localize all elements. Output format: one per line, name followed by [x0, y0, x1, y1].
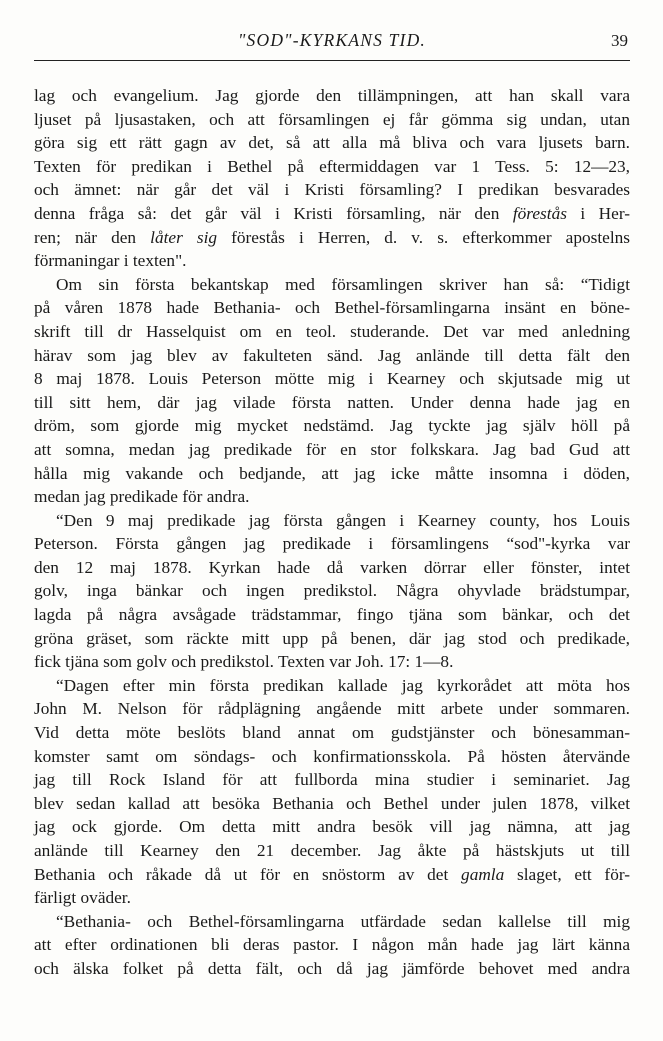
text-line	[34, 815, 630, 839]
text-run: lagda på några avsågade trädstammar, fingo tjäna som bänkar, och det	[34, 605, 630, 625]
text-run: “Den 9 maj predikade jag första gången i Kearney county, hos Louis	[56, 510, 630, 530]
page-number: 39	[611, 31, 628, 50]
text-run: jag till Rock Island för att fullborda mina studier i seminariet. Jag	[34, 770, 630, 790]
text-run: jag ock gjorde. Om detta mitt andra besök vill jag nämna, att jag	[34, 817, 630, 837]
italic-emphasis: gamla	[461, 864, 505, 884]
text-run: färligt oväder.	[34, 888, 131, 908]
text-line	[34, 697, 630, 721]
text-run: härav som jag blev av fakulteten sänd. Jag anlände till detta fält den	[34, 345, 630, 365]
text-run: att somna, medan jag predikade för en stor folkskara. Jag bad Gud att	[34, 439, 630, 459]
text-line	[34, 226, 630, 250]
text-run: 8 maj 1878. Louis Peterson mötte mig i Kearney och skjutsade mig ut	[34, 369, 630, 389]
text-run: Texten för predikan i Bethel på eftermiddagen var 1 Tess. 5: 12—23,	[34, 156, 630, 176]
text-run: John M. Nelson för rådplägning angående mitt arbete under sommaren.	[34, 699, 630, 719]
text-run: att efter ordinationen bli deras pastor. I någon mån hade jag lärt känna	[34, 935, 630, 955]
text-line	[34, 886, 630, 910]
text-line	[34, 933, 630, 957]
text-run: golv, inga bänkar och ingen predikstol. Några ohyvlade brädstumpar,	[34, 581, 630, 601]
text-run: denna fråga så: det går väl i Kristi församling, när den	[34, 203, 513, 223]
text-run: fick tjäna som golv och predikstol. Texten var Joh. 17: 1—8.	[34, 652, 454, 672]
paragraph-first-line	[34, 509, 630, 533]
text-run: Peterson. Första gången jag predikade i församlingens “sod"-kyrka var	[34, 534, 630, 554]
text-line	[34, 839, 630, 863]
text-line	[34, 957, 630, 981]
text-line	[34, 863, 630, 887]
text-line	[34, 579, 630, 603]
text-run: skrift till dr Hasselquist om en teol. studerande. Det var med anledning	[34, 321, 630, 341]
text-run: och ämnet: när går det väl i Kristi församling? I predikan besvarades	[34, 180, 630, 200]
text-line	[34, 721, 630, 745]
header-rule	[34, 60, 630, 61]
text-line	[34, 650, 630, 674]
text-run: hålla mig vakande och bedjande, att jag icke måtte insomna i döden,	[34, 463, 630, 483]
text-run: dröm, som gjorde mig mycket nedstämd. Jag tyckte jag själv höll på	[34, 416, 630, 436]
text-line	[34, 391, 630, 415]
paragraph-first-line	[34, 910, 630, 934]
text-run: lag och evangelium. Jag gjorde den tillämpningen, att han skall vara	[34, 86, 630, 105]
text-line	[34, 249, 630, 273]
text-run: ljuset på ljusastaken, och att församlingen ej får gömma sig undan, utan	[34, 109, 630, 129]
text-line	[34, 462, 630, 486]
text-line	[34, 367, 630, 391]
text-run: “Dagen efter min första predikan kallade jag kyrkorådet att möta hos	[56, 675, 630, 695]
text-run: blev sedan kallad att besöka Bethania och Bethel under julen 1878, vilket	[34, 793, 630, 813]
italic-emphasis: förestås	[512, 203, 567, 223]
text-run: Bethania och råkade då ut för en snöstorm av det	[34, 864, 462, 884]
text-line	[34, 603, 630, 627]
paragraph-first-line	[34, 273, 630, 297]
text-run: “Bethania- och Bethel-församlingarna utfärdade sedan kallelse till mig	[56, 911, 630, 931]
text-line	[34, 296, 630, 320]
text-run: komster samt om söndags- och konfirmationsskola. På hösten återvände	[34, 746, 630, 766]
text-line	[34, 768, 630, 792]
text-line	[34, 178, 630, 202]
text-run: gröna gräset, som räckte mitt upp på benen, där jag stod och predikade,	[34, 628, 630, 648]
text-run: medan jag predikade för andra.	[34, 487, 250, 507]
text-line	[34, 84, 630, 108]
text-line	[34, 556, 630, 580]
text-line	[34, 202, 630, 226]
text-run: och älska folket på detta fält, och då jag jämförde behovet med andra	[34, 958, 630, 978]
text-line	[34, 155, 630, 179]
text-line	[34, 438, 630, 462]
paragraph-first-line	[34, 674, 630, 698]
text-run: slaget, ett för-	[504, 864, 630, 884]
text-run: göra sig ett rätt gagn av det, så att alla må bliva och vara ljusets barn.	[34, 133, 630, 153]
text-line	[34, 320, 630, 344]
text-line	[34, 532, 630, 556]
text-line	[34, 108, 630, 132]
text-run: Om sin första bekantskap med församlingen skriver han så: “Tidigt	[56, 274, 630, 294]
text-run: förmaningar i texten".	[34, 251, 187, 271]
running-title: "SOD"-KYRKANS TID.	[238, 30, 426, 50]
text-line	[34, 745, 630, 769]
text-line	[34, 485, 630, 509]
italic-emphasis: låter sig	[150, 227, 218, 247]
text-line	[34, 344, 630, 368]
text-line	[34, 131, 630, 155]
text-run: anlände till Kearney den 21 december. Jag åkte på hästskjuts ut till	[34, 841, 630, 860]
body-text	[34, 84, 630, 981]
text-run: ren; när den	[34, 227, 151, 247]
text-run: förestås i Herren, d. v. s. efterkommer apostelns	[217, 227, 630, 247]
text-run: Vid detta möte beslöts bland annat om gudstjänster och bönesamman-	[34, 723, 630, 743]
text-line	[34, 414, 630, 438]
text-run: på våren 1878 hade Bethania- och Bethel-församlingarna insänt en böne-	[34, 298, 630, 318]
running-head	[34, 27, 630, 57]
text-line	[34, 792, 630, 816]
text-run: till sitt hem, där jag vilade första natten. Under denna hade jag en	[34, 392, 630, 412]
text-line	[34, 627, 630, 651]
text-run: den 12 maj 1878. Kyrkan hade då varken dörrar eller fönster, intet	[34, 557, 630, 577]
text-run: i Her-	[566, 203, 631, 223]
